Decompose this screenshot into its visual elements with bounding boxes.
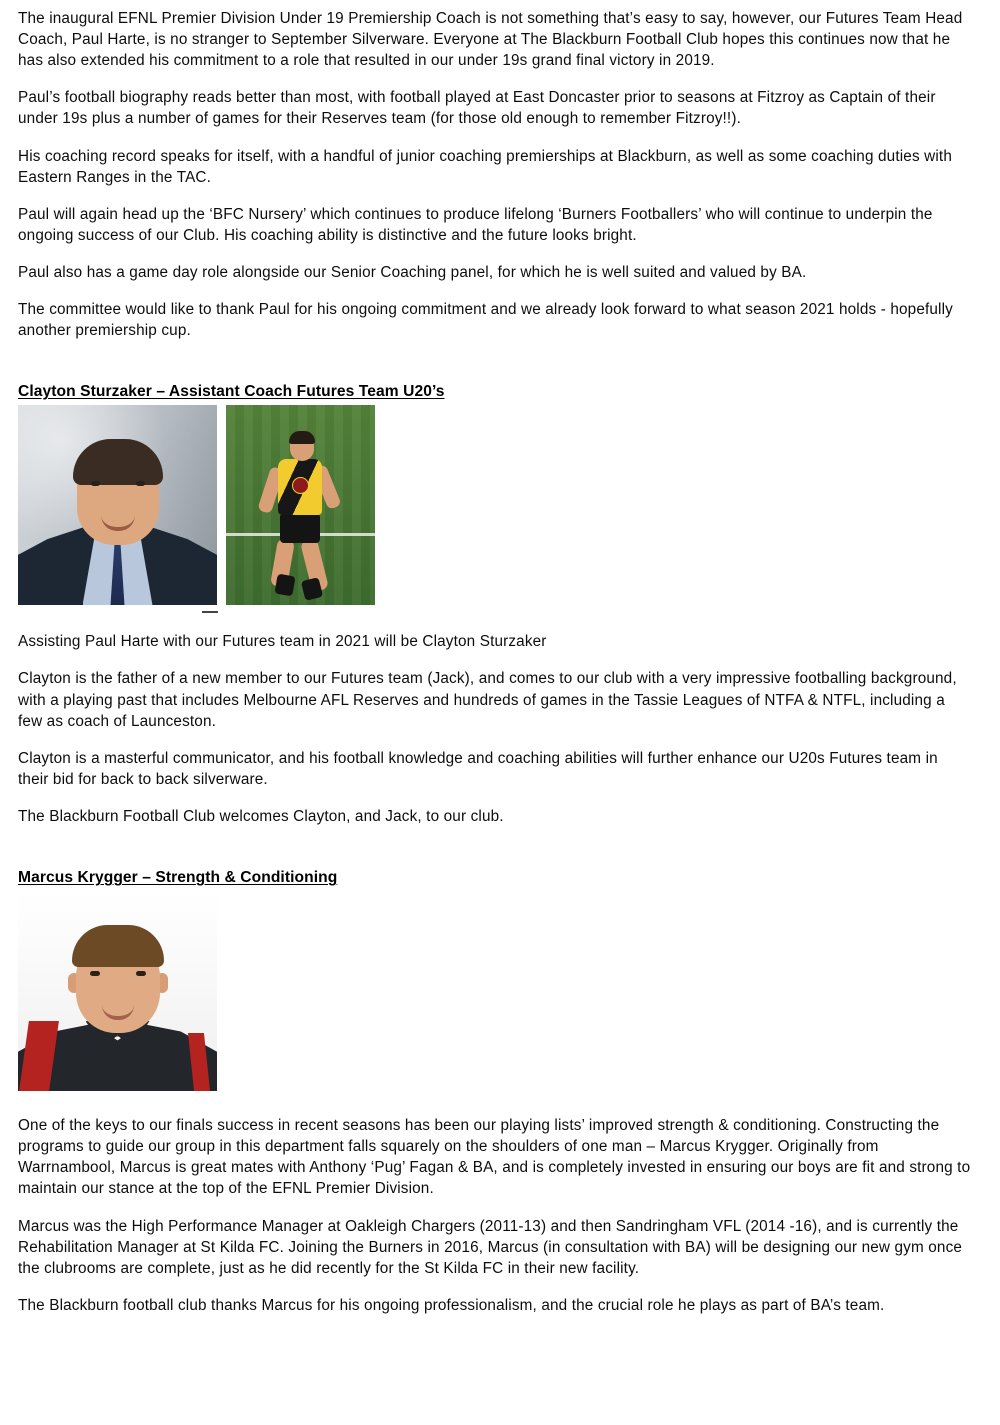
photo-spacer xyxy=(18,613,972,631)
eye-left xyxy=(90,971,100,976)
paragraph: Paul will again head up the ‘BFC Nursery’ which continues to produce lifelong ‘Burners Footballers’ who will continue to underpin the ongoing success of our Club. His coaching ability is distinctive and the future looks bright. xyxy=(18,205,933,244)
hair-shape xyxy=(289,431,315,444)
paragraph: The Blackburn Football Club welcomes Clayton, and Jack, to our club. xyxy=(18,807,504,825)
paragraph: Marcus was the High Performance Manager at Oakleigh Chargers (2011-13) and then Sandringham VFL (2014 -16), and is currently the Rehabilitation Manager at St Kilda FC. Joining the Burners in 2016, Marcus (in consultation with BA) will be designing our new gym once the clubrooms are complete, just as he did recently for the St Kilda FC in their new facility. xyxy=(18,1217,963,1277)
photo-clayton-headshot xyxy=(18,405,217,605)
paragraph: Paul’s football biography reads better than most, with football played at East Doncaster prior to seasons at Fitzroy as Captain of their under 19s plus a number of games for their Reserves team (for those old enough to remember Fitzroy!!). xyxy=(18,89,936,128)
photo-row-clayton xyxy=(18,405,972,605)
photo-spacer xyxy=(18,1097,972,1115)
shorts-shape xyxy=(280,513,320,543)
paragraph: His coaching record speaks for itself, with a handful of junior coaching premierships at Blackburn, as well as some coaching duties with Eastern Ranges in the TAC. xyxy=(18,147,952,186)
eye-right xyxy=(136,481,145,486)
paragraph: The Blackburn football club thanks Marcus for his ongoing professionalism, and the crucial role he plays as part of BA’s team. xyxy=(18,1296,885,1314)
section-spacer xyxy=(18,357,972,383)
eye-right xyxy=(136,971,146,976)
photo-marcus-headshot xyxy=(18,891,217,1091)
photo-clayton-playing xyxy=(226,405,375,605)
section-heading-clayton: Clayton Sturzaker – Assistant Coach Futures Team U20’s xyxy=(18,383,445,401)
paragraph: Paul also has a game day role alongside our Senior Coaching panel, for which he is well suited and valued by BA. xyxy=(18,263,807,281)
photo-row-marcus xyxy=(18,891,972,1091)
sock-left xyxy=(274,574,295,597)
paragraph: Clayton is a masterful communicator, and his football knowledge and coaching abilities will further enhance our U20s Futures team in their bid for back to back silverware. xyxy=(18,749,938,788)
paragraph: Assisting Paul Harte with our Futures team in 2021 will be Clayton Sturzaker xyxy=(18,633,547,651)
paragraph: Clayton is the father of a new member to our Futures team (Jack), and comes to our club with a very impressive footballing background, with a playing past that includes Melbourne AFL Reserves and hundreds of games in the Tassie Leagues of NTFA & NTFL, including a few as coach of Launceston. xyxy=(18,670,957,730)
section-heading-marcus: Marcus Krygger – Strength & Conditioning xyxy=(18,869,338,887)
paragraph: One of the keys to our finals success in recent seasons has been our playing lists’ improved strength & conditioning. Constructing the programs to guide our group in this department falls squarely on the shoulders of one man – Marcus Krygger. Originally from Warrnambool, Marcus is great mates with Anthony ‘Pug’ Fagan & BA, and is completely invested in ensuring our boys are fit and strong to maintain our stance at the top of the EFNL Premier Division. xyxy=(18,1117,971,1198)
section-spacer xyxy=(18,843,972,869)
hair-shape xyxy=(72,925,164,967)
paragraph: The committee would like to thank Paul for his ongoing commitment and we already look forward to what season 2021 holds - hopefully another premiership cup. xyxy=(18,301,953,340)
paragraph: The inaugural EFNL Premier Division Under 19 Premiership Coach is not something that’s easy to say, however, our Futures Team Head Coach, Paul Harte, is no stranger to September Silverware. Everyone at The Blackburn Football Club hopes this continues now that he has also extended his commitment to a role that resulted in our under 19s grand final victory in 2019. xyxy=(18,10,963,70)
eye-left xyxy=(91,481,100,486)
